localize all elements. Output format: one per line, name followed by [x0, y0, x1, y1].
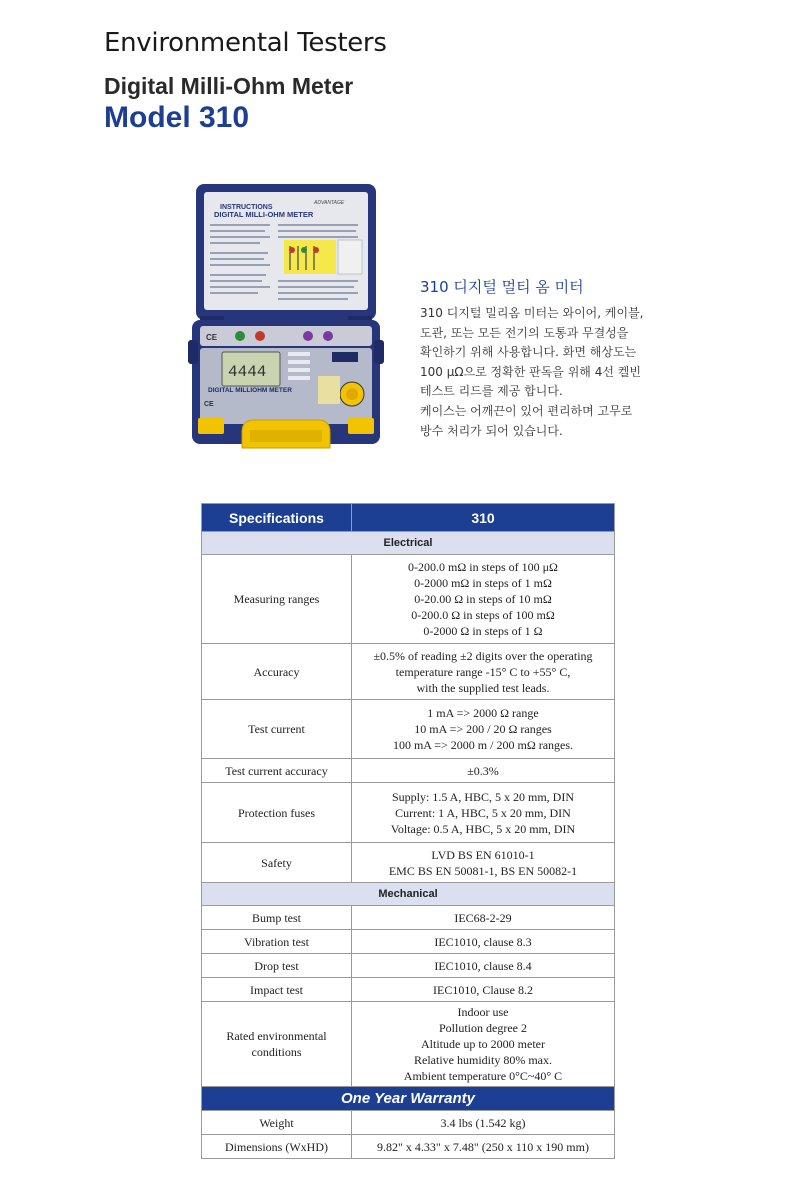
table-row	[202, 930, 615, 954]
value-line: Indoor use	[457, 1005, 509, 1019]
row-label: Accuracy	[202, 644, 352, 700]
korean-line: 100 μΩ으로 정확한 판독을 위해 4선 켈빈	[420, 364, 641, 379]
row-label: Dimensions (WxHD)	[202, 1135, 352, 1159]
value-line: 0-2000 Ω in steps of 1 Ω	[423, 624, 543, 638]
korean-line: 방수 처리가 되어 있습니다.	[420, 423, 563, 438]
korean-description	[420, 304, 660, 441]
category-title: Environmental Testers	[104, 28, 387, 58]
row-value: 3.4 lbs (1.542 kg)	[352, 1111, 615, 1135]
table-row	[202, 978, 615, 1002]
value-line: Relative humidity 80% max.	[414, 1053, 552, 1067]
table-row	[202, 1002, 615, 1087]
row-label: Drop test	[202, 954, 352, 978]
section-label: Mechanical	[202, 883, 615, 906]
table-header-model: 310	[352, 504, 615, 532]
row-label: Vibration test	[202, 930, 352, 954]
table-row	[202, 906, 615, 930]
row-label: Test current accuracy	[202, 759, 352, 783]
korean-line: 확인하기 위해 사용합니다. 화면 해상도는	[420, 345, 637, 360]
section-label: Electrical	[202, 532, 615, 555]
row-label: Weight	[202, 1111, 352, 1135]
panel-label: DIGITAL MILLIOHM METER	[208, 387, 292, 394]
value-line: 0-20.00 Ω in steps of 10 mΩ	[414, 592, 552, 606]
row-value: IEC1010, clause 8.3	[352, 930, 615, 954]
korean-line: 케이스는 어깨끈이 있어 편리하며 고무로	[420, 403, 633, 418]
row-value: IEC1010, Clause 8.2	[352, 978, 615, 1002]
instructions-title: INSTRUCTIONS	[220, 204, 273, 211]
row-value	[352, 843, 615, 883]
row-value	[352, 555, 615, 644]
korean-line: 310 디지털 밀리옴 미터는 와이어, 케이블,	[420, 306, 644, 320]
value-line: 0-200.0 Ω in steps of 100 mΩ	[411, 608, 555, 622]
value-line: ±0.5% of reading ±2 digits over the operating	[373, 648, 593, 663]
row-label: Protection fuses	[202, 783, 352, 843]
table-row	[202, 783, 615, 843]
value-line: Voltage: 0.5 A, HBC, 5 x 20 mm, DIN	[390, 821, 576, 836]
value-line: Current: 1 A, HBC, 5 x 20 mm, DIN	[395, 805, 571, 820]
value-line: Pollution degree 2	[439, 1021, 527, 1035]
row-value	[352, 644, 615, 700]
row-value	[352, 783, 615, 843]
value-line: temperature range -15° C to +55° C,	[395, 664, 571, 679]
korean-title: 310 디지털 멀티 옴 미터	[420, 278, 584, 296]
section-electrical	[202, 532, 615, 555]
value-line: EMC BS EN 50081-1, BS EN 50082-1	[388, 863, 578, 878]
row-label: Rated environmental conditions	[202, 1002, 352, 1087]
row-label: Safety	[202, 843, 352, 883]
value-line: Ambient temperature 0°C~40° C	[403, 1069, 563, 1083]
ce-mark: CE	[206, 333, 218, 342]
warranty-label: One Year Warranty	[202, 1087, 615, 1111]
row-value: IEC68-2-29	[352, 906, 615, 930]
instructions-subtitle: DIGITAL MILLI-OHM METER	[214, 210, 314, 219]
value-line: Supply: 1.5 A, HBC, 5 x 20 mm, DIN	[391, 789, 574, 804]
row-value	[352, 1002, 615, 1087]
row-value: IEC1010, clause 8.4	[352, 954, 615, 978]
row-label: Bump test	[202, 906, 352, 930]
table-row	[202, 843, 615, 883]
row-value: 9.82" x 4.33" x 7.48" (250 x 110 x 190 mm)	[352, 1135, 615, 1159]
value-line: LVD BS EN 61010-1	[431, 847, 535, 862]
product-image	[186, 180, 386, 452]
table-header-row	[202, 504, 615, 532]
row-label: Test current	[202, 700, 352, 759]
row-value	[352, 759, 615, 783]
value-line: with the supplied test leads.	[416, 680, 550, 695]
value-line: ±0.3%	[467, 763, 499, 778]
display-reading: 4444	[228, 363, 267, 381]
value-line: 0-200.0 mΩ in steps of 100 μΩ	[408, 560, 558, 574]
section-mechanical	[202, 883, 615, 906]
model-title: Model 310	[104, 101, 250, 134]
brand-label: ADVANTAGE	[314, 200, 345, 206]
table-header-specifications: Specifications	[202, 504, 352, 532]
korean-line: 테스트 리드를 제공 합니다.	[420, 384, 563, 399]
value-line: 0-2000 mΩ in steps of 1 mΩ	[414, 576, 552, 590]
table-row	[202, 555, 615, 644]
value-line: 100 mA => 2000 m / 200 mΩ ranges.	[392, 738, 574, 752]
table-row	[202, 954, 615, 978]
table-row	[202, 759, 615, 783]
row-value	[352, 700, 615, 759]
product-title: Digital Milli-Ohm Meter	[104, 73, 354, 99]
specifications-table	[201, 503, 615, 1159]
row-label: Measuring ranges	[202, 555, 352, 644]
value-line: 10 mA => 200 / 20 Ω ranges	[414, 722, 552, 736]
value-line: Altitude up to 2000 meter	[421, 1037, 545, 1051]
ce-mark-lower: CE	[204, 401, 214, 408]
row-label: Impact test	[202, 978, 352, 1002]
table-row	[202, 1111, 615, 1135]
korean-line: 도관, 또는 모든 전기의 도통과 무결성을	[420, 325, 629, 340]
table-row	[202, 700, 615, 759]
value-line: 1 mA => 2000 Ω range	[427, 706, 539, 720]
table-row	[202, 1135, 615, 1159]
table-row	[202, 644, 615, 700]
warranty-row	[202, 1087, 615, 1111]
